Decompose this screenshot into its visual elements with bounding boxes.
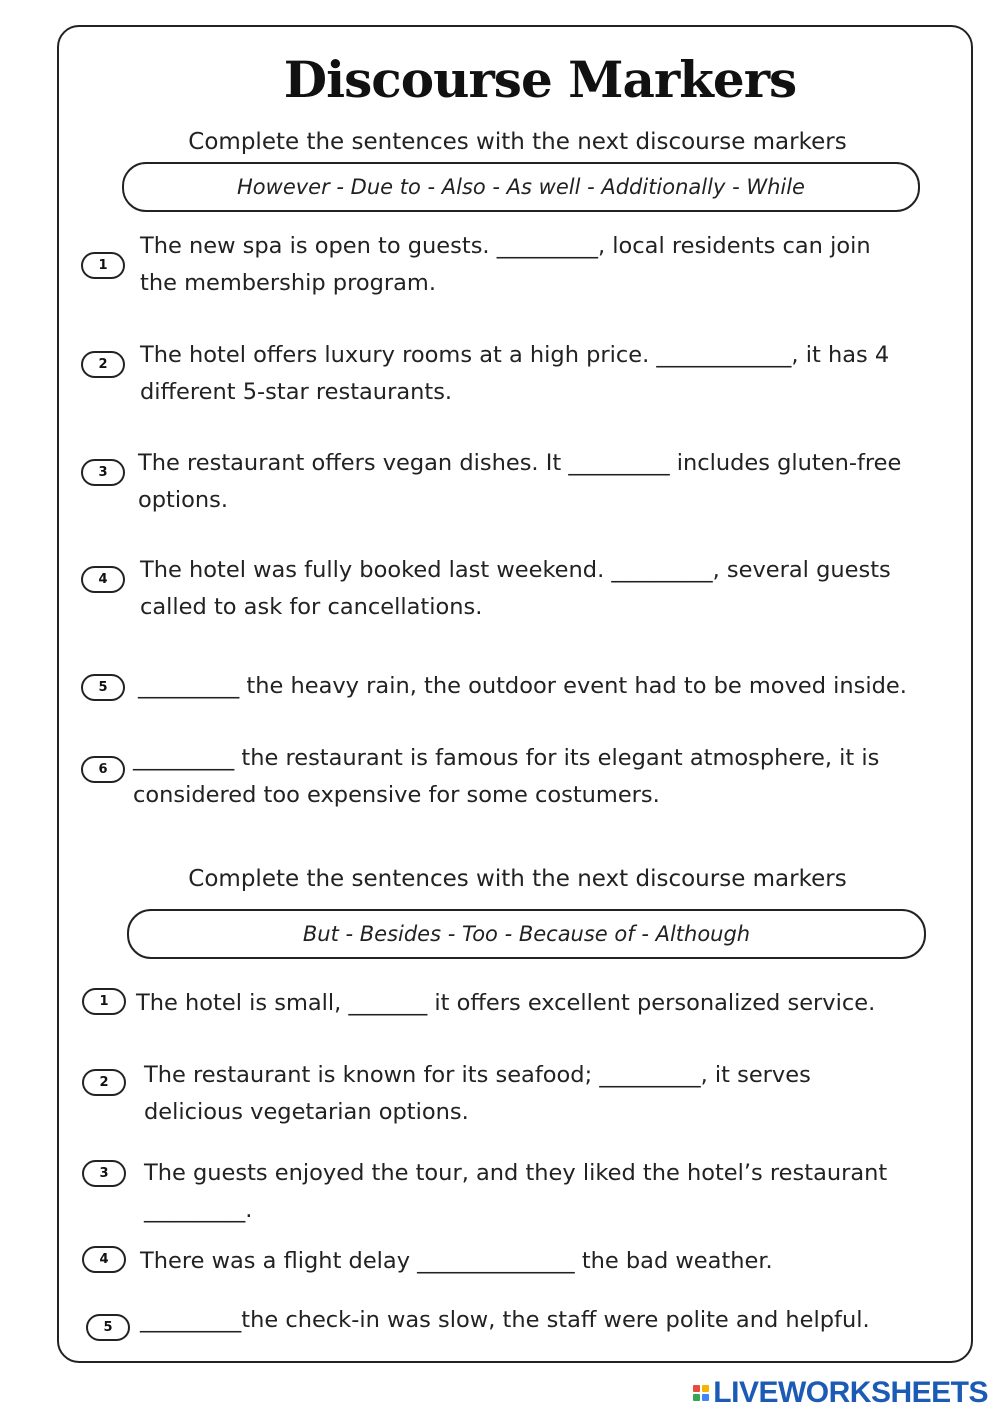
item-number-badge: 5 [81,674,125,701]
item-number-badge: 6 [81,756,125,783]
item-number-badge: 1 [82,988,126,1015]
logo-square [702,1394,709,1401]
item-number-badge: 1 [81,252,125,279]
logo-square [693,1394,700,1401]
item-number-badge: 3 [82,1160,126,1187]
page-title: Discourse Markers [283,50,797,109]
exercise-sentence: The restaurant offers vegan dishes. It _________ includes gluten-free options. [138,450,902,513]
exercise-sentence: The restaurant is known for its seafood; _________, it serves delicious vegetarian options. [144,1062,811,1125]
exercise-sentence: The guests enjoyed the tour, and they liked the hotel’s restaurant _________. [144,1160,888,1223]
exercise-sentence: The hotel is small, _______ it offers excellent personalized service. [136,990,876,1016]
section2-word-bank: But - Besides - Too - Because of - Although [127,909,926,959]
exercise-sentence: _________the check-in was slow, the staff were polite and helpful. [140,1307,870,1333]
section1-instruction: Complete the sentences with the next discourse markers [188,129,847,155]
item-number-badge: 3 [81,459,125,486]
liveworksheets-logo-icon [693,1385,709,1401]
item-number-badge: 4 [81,566,125,593]
logo-square [693,1385,700,1392]
item-number-badge: 4 [82,1246,126,1273]
item-number-badge: 2 [82,1069,126,1096]
exercise-sentence: The new spa is open to guests. _________, local residents can join the membership program. [140,233,871,296]
logo-square [702,1385,709,1392]
item-number-badge: 5 [86,1314,130,1341]
logo-text: LIVEWORKSHEETS [713,1376,988,1409]
section2-instruction: Complete the sentences with the next discourse markers [188,866,847,892]
exercise-sentence: The hotel was fully booked last weekend. _________, several guests called to ask for cancellations. [140,557,891,620]
section1-word-bank: However - Due to - Also - As well - Additionally - While [122,162,920,212]
liveworksheets-logo[interactable] [693,1376,988,1410]
exercise-sentence: The hotel offers luxury rooms at a high price. ____________, it has 4 different 5-star restaurants. [140,342,890,405]
exercise-sentence: There was a flight delay ______________ the bad weather. [140,1248,773,1274]
item-number-badge: 2 [81,351,125,378]
exercise-sentence: _________ the heavy rain, the outdoor event had to be moved inside. [138,673,907,699]
exercise-sentence: _________ the restaurant is famous for its elegant atmosphere, it is considered too expensive for some costumers. [133,745,880,808]
